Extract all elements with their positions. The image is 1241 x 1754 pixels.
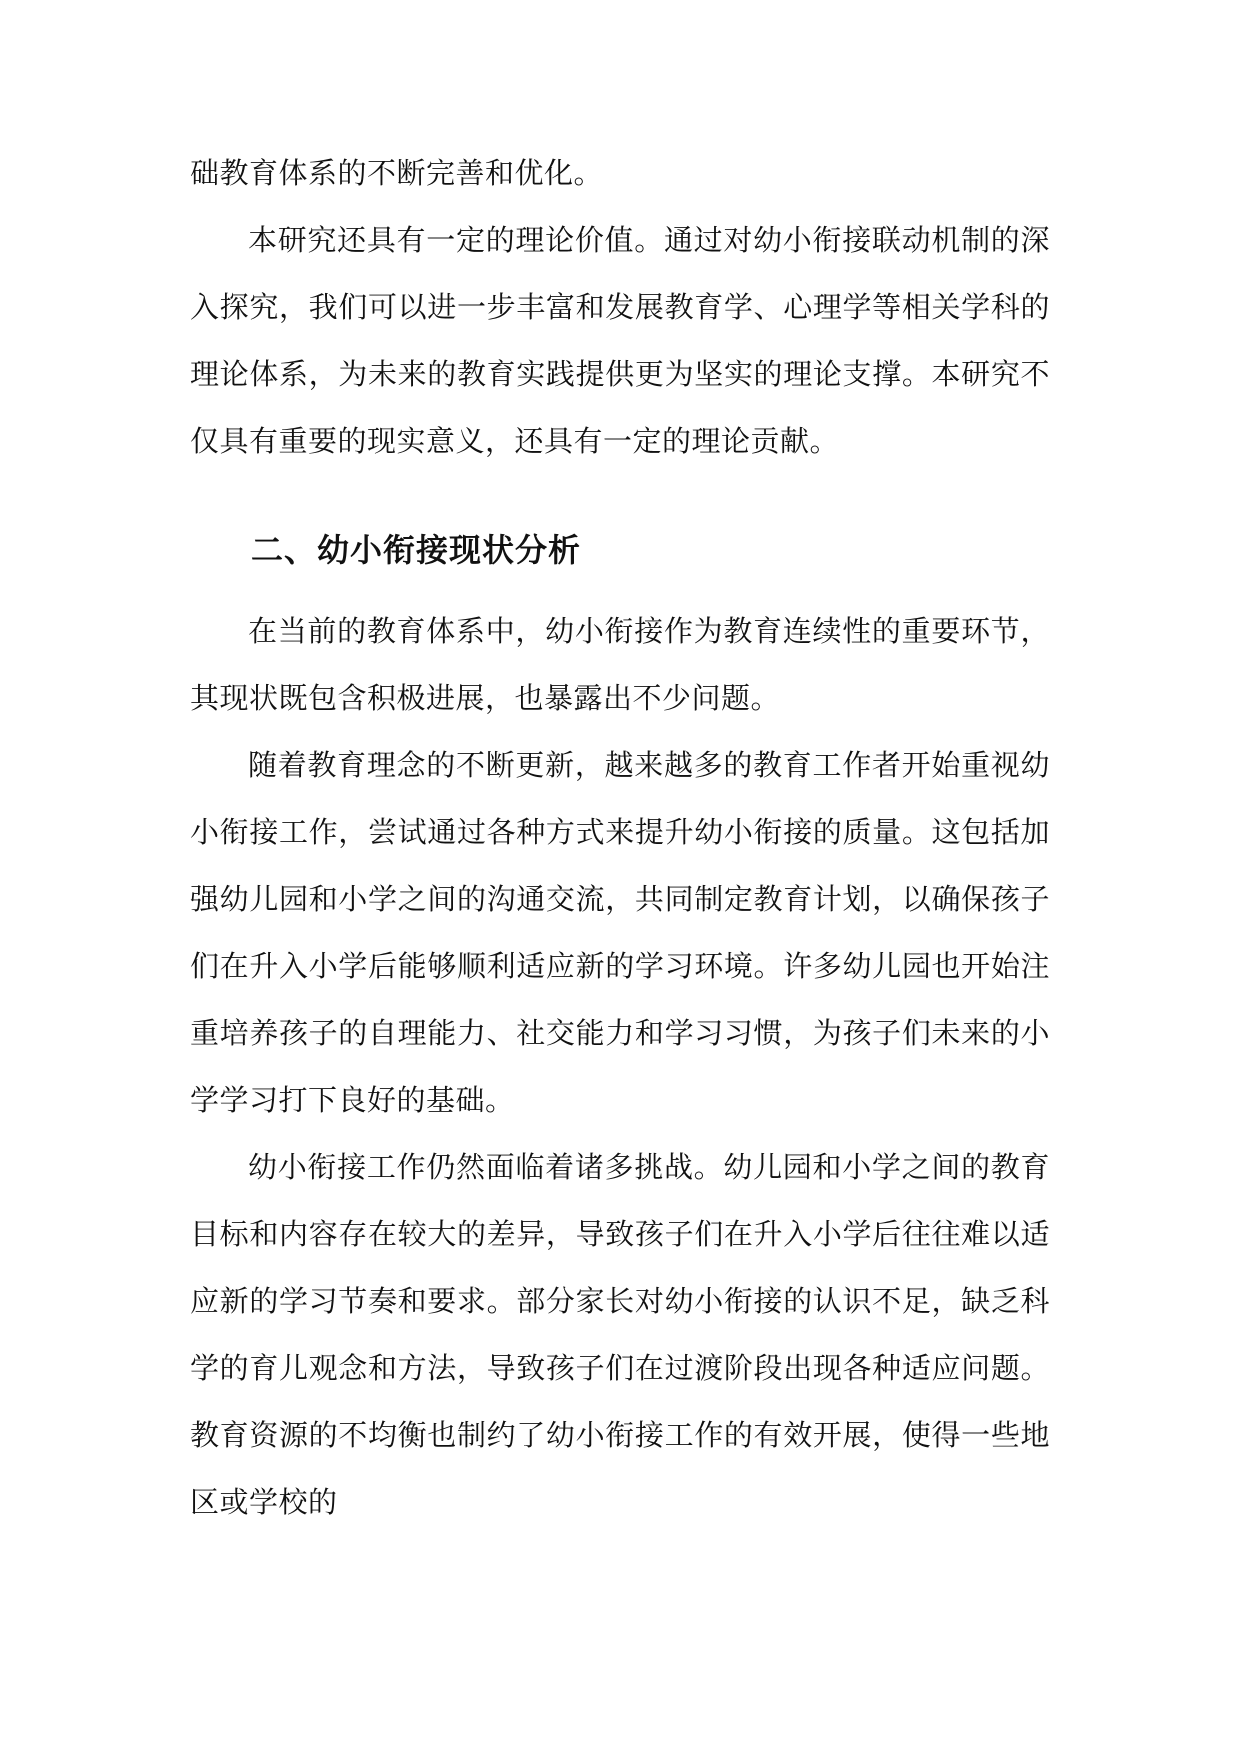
- paragraph-theoretical-value: 本研究还具有一定的理论价值。通过对幼小衔接联动机制的深入探究，我们可以进一步丰富和发展教育学、心理学等相关学科的理论体系，为未来的教育实践提供更为坚实的理论支撑。本研究不仅具有重要的现实意义，还具有一定的理论贡献。: [190, 223, 1050, 458]
- paragraph-current-status-intro: 在当前的教育体系中，幼小衔接作为教育连续性的重要环节，其现状既包含积极进展，也暴露出不少问题。: [190, 614, 1050, 715]
- paragraph-positive-progress: 随着教育理念的不断更新，越来越多的教育工作者开始重视幼小衔接工作，尝试通过各种方式来提升幼小衔接的质量。这包括加强幼儿园和小学之间的沟通交流，共同制定教育计划，以确保孩子们在升入小学后能够顺利适应新的学习环境。许多幼儿园也开始注重培养孩子的自理能力、社交能力和学习习惯，为孩子们未来的小学学习打下良好的基础。: [190, 748, 1050, 1117]
- document-body: [190, 140, 1050, 1536]
- paragraph-challenges: 幼小衔接工作仍然面临着诸多挑战。幼儿园和小学之间的教育目标和内容存在较大的差异，导致孩子们在升入小学后往往难以适应新的学习节奏和要求。部分家长对幼小衔接的认识不足，缺乏科学的育儿观念和方法，导致孩子们在过渡阶段出现各种适应问题。教育资源的不均衡也制约了幼小衔接工作的有效开展，使得一些地区或学校的: [190, 1150, 1050, 1519]
- paragraph-continued: 础教育体系的不断完善和优化。: [190, 156, 604, 190]
- section-heading: 二、幼小衔接现状分析: [251, 531, 582, 569]
